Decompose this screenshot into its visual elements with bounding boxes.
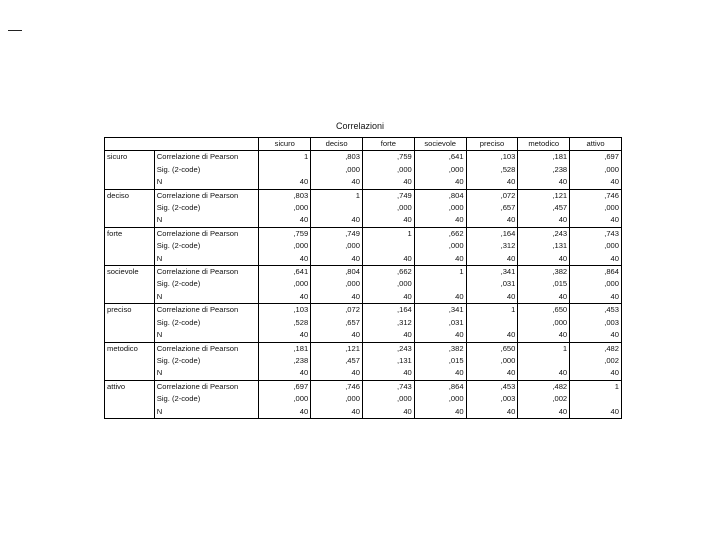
value-cell: ,759: [362, 151, 414, 164]
value-cell: 1: [466, 304, 518, 317]
value-cell: 40: [259, 329, 311, 342]
statistic-label: N: [154, 329, 259, 342]
value-cell: ,164: [466, 227, 518, 240]
value-cell: 40: [570, 406, 622, 419]
value-cell: [311, 202, 363, 214]
value-cell: ,000: [362, 164, 414, 176]
row-variable-label: deciso: [107, 190, 129, 200]
column-header-socievole: socievole: [414, 138, 466, 151]
value-cell: 1: [259, 151, 311, 164]
table-row: [105, 253, 622, 266]
value-cell: 40: [362, 367, 414, 380]
row-variable-label: [105, 406, 155, 419]
value-cell: 40: [362, 214, 414, 227]
value-cell: ,000: [518, 317, 570, 329]
row-variable-label: [105, 329, 155, 342]
row-variable-label: [105, 393, 155, 405]
value-cell: 40: [570, 253, 622, 266]
value-cell: ,657: [311, 317, 363, 329]
value-cell: ,000: [362, 278, 414, 290]
value-cell: ,103: [466, 151, 518, 164]
value-cell: ,662: [362, 266, 414, 279]
value-cell: ,015: [518, 278, 570, 290]
value-cell: ,749: [311, 227, 363, 240]
value-cell: 1: [518, 342, 570, 355]
statistic-label: Correlazione di Pearson: [154, 227, 259, 240]
value-cell: ,000: [311, 164, 363, 176]
value-cell: 40: [311, 253, 363, 266]
value-cell: ,382: [518, 266, 570, 279]
table-row: [105, 355, 622, 367]
value-cell: 40: [466, 329, 518, 342]
value-cell: 40: [414, 253, 466, 266]
statistic-label: Sig. (2-code): [154, 278, 259, 290]
statistic-label: N: [154, 406, 259, 419]
table-title: Correlazioni: [335, 121, 385, 131]
table-row: [105, 189, 622, 202]
table-row: [105, 380, 622, 393]
value-cell: ,000: [259, 278, 311, 290]
value-cell: 40: [259, 176, 311, 189]
row-variable-label: attivo: [107, 381, 126, 391]
column-header-attivo: attivo: [570, 138, 622, 151]
value-cell: ,121: [518, 189, 570, 202]
header-blank-cell: [154, 138, 259, 151]
row-variable-label: forte: [107, 228, 123, 238]
value-cell: 40: [518, 291, 570, 304]
value-cell: 40: [311, 176, 363, 189]
table-body: [105, 151, 622, 419]
statistic-label: Sig. (2-code): [154, 202, 259, 214]
value-cell: ,650: [518, 304, 570, 317]
value-cell: ,000: [311, 393, 363, 405]
value-cell: ,312: [466, 240, 518, 252]
value-cell: ,031: [414, 317, 466, 329]
value-cell: ,641: [259, 266, 311, 279]
table-row: [105, 278, 622, 290]
value-cell: ,164: [362, 304, 414, 317]
value-cell: ,000: [259, 202, 311, 214]
value-cell: ,238: [259, 355, 311, 367]
value-cell: ,103: [259, 304, 311, 317]
statistic-label: Sig. (2-code): [154, 317, 259, 329]
statistic-label: Sig. (2-code): [154, 393, 259, 405]
row-variable-label: [105, 164, 155, 176]
value-cell: 40: [259, 367, 311, 380]
table-row: [105, 176, 622, 189]
value-cell: ,382: [414, 342, 466, 355]
value-cell: 40: [362, 406, 414, 419]
value-cell: 40: [311, 367, 363, 380]
value-cell: ,131: [518, 240, 570, 252]
value-cell: ,000: [466, 355, 518, 367]
row-variable-label: [105, 317, 155, 329]
corner-dash-mark: [8, 30, 22, 31]
value-cell: ,000: [414, 164, 466, 176]
value-cell: ,662: [414, 227, 466, 240]
table-row: [105, 329, 622, 342]
table-row: [105, 202, 622, 214]
value-cell: [414, 278, 466, 290]
value-cell: ,453: [570, 304, 622, 317]
column-header-row: [105, 138, 622, 151]
value-cell: ,072: [466, 189, 518, 202]
value-cell: ,002: [570, 355, 622, 367]
statistic-label: Sig. (2-code): [154, 164, 259, 176]
row-variable-label: [105, 240, 155, 252]
value-cell: ,697: [570, 151, 622, 164]
value-cell: ,528: [466, 164, 518, 176]
table-row: [105, 342, 622, 355]
value-cell: 40: [414, 367, 466, 380]
value-cell: 40: [414, 329, 466, 342]
row-variable-label: [105, 367, 155, 380]
value-cell: ,804: [414, 189, 466, 202]
value-cell: 40: [414, 214, 466, 227]
value-cell: 40: [466, 406, 518, 419]
value-cell: 40: [570, 176, 622, 189]
statistic-label: N: [154, 253, 259, 266]
value-cell: 40: [466, 367, 518, 380]
value-cell: 40: [259, 291, 311, 304]
value-cell: [570, 393, 622, 405]
value-cell: ,000: [362, 202, 414, 214]
value-cell: ,743: [362, 380, 414, 393]
value-cell: [466, 317, 518, 329]
value-cell: 40: [466, 291, 518, 304]
value-cell: 40: [466, 176, 518, 189]
value-cell: ,803: [259, 189, 311, 202]
statistic-label: Correlazione di Pearson: [154, 380, 259, 393]
row-variable-label: [105, 278, 155, 290]
value-cell: ,759: [259, 227, 311, 240]
value-cell: [362, 240, 414, 252]
value-cell: ,181: [259, 342, 311, 355]
value-cell: ,031: [466, 278, 518, 290]
row-variable-label: [105, 291, 155, 304]
table-row: [105, 304, 622, 317]
value-cell: 40: [259, 406, 311, 419]
value-cell: ,746: [311, 380, 363, 393]
value-cell: ,864: [414, 380, 466, 393]
row-variable-label: [105, 355, 155, 367]
value-cell: ,641: [414, 151, 466, 164]
value-cell: 40: [259, 253, 311, 266]
row-variable-label: socievole: [107, 267, 139, 277]
value-cell: 40: [518, 214, 570, 227]
value-cell: ,457: [311, 355, 363, 367]
statistic-label: Correlazione di Pearson: [154, 304, 259, 317]
value-cell: 40: [362, 176, 414, 189]
column-header-preciso: preciso: [466, 138, 518, 151]
statistic-label: N: [154, 367, 259, 380]
value-cell: 40: [311, 329, 363, 342]
value-cell: 1: [362, 227, 414, 240]
value-cell: 1: [570, 380, 622, 393]
value-cell: ,743: [570, 227, 622, 240]
value-cell: 40: [466, 253, 518, 266]
table-row: [105, 317, 622, 329]
value-cell: 40: [311, 291, 363, 304]
table-row: [105, 240, 622, 252]
row-variable-label: metodico: [107, 343, 138, 353]
statistic-label: Sig. (2-code): [154, 240, 259, 252]
table-row: [105, 164, 622, 176]
value-cell: ,457: [518, 202, 570, 214]
value-cell: ,803: [311, 151, 363, 164]
value-cell: ,072: [311, 304, 363, 317]
statistic-label: Correlazione di Pearson: [154, 342, 259, 355]
value-cell: ,000: [570, 240, 622, 252]
value-cell: ,243: [518, 227, 570, 240]
value-cell: ,804: [311, 266, 363, 279]
correlation-table: [104, 137, 622, 419]
value-cell: ,181: [518, 151, 570, 164]
column-header-sicuro: sicuro: [259, 138, 311, 151]
value-cell: ,000: [311, 278, 363, 290]
value-cell: ,453: [466, 380, 518, 393]
table-row: [105, 406, 622, 419]
value-cell: ,341: [466, 266, 518, 279]
value-cell: 40: [518, 406, 570, 419]
value-cell: 40: [311, 214, 363, 227]
value-cell: ,482: [570, 342, 622, 355]
value-cell: 40: [466, 214, 518, 227]
value-cell: ,650: [466, 342, 518, 355]
value-cell: [518, 355, 570, 367]
value-cell: 40: [362, 291, 414, 304]
header-blank-cell: [105, 138, 155, 151]
value-cell: 40: [570, 367, 622, 380]
row-variable-label: preciso: [107, 305, 132, 315]
value-cell: 1: [414, 266, 466, 279]
table-header: [105, 138, 622, 151]
value-cell: ,749: [362, 189, 414, 202]
value-cell: 40: [414, 176, 466, 189]
value-cell: 40: [362, 253, 414, 266]
value-cell: 40: [518, 176, 570, 189]
value-cell: ,000: [570, 278, 622, 290]
value-cell: ,657: [466, 202, 518, 214]
value-cell: ,121: [311, 342, 363, 355]
value-cell: 40: [570, 291, 622, 304]
table-row: [105, 291, 622, 304]
value-cell: ,000: [259, 240, 311, 252]
row-variable-label: sicuro: [107, 152, 128, 162]
value-cell: ,000: [414, 202, 466, 214]
statistic-label: N: [154, 291, 259, 304]
value-cell: ,864: [570, 266, 622, 279]
value-cell: ,000: [311, 240, 363, 252]
table-row: [105, 214, 622, 227]
value-cell: 40: [259, 214, 311, 227]
value-cell: ,482: [518, 380, 570, 393]
value-cell: ,528: [259, 317, 311, 329]
statistic-label: Sig. (2-code): [154, 355, 259, 367]
value-cell: ,697: [259, 380, 311, 393]
row-variable-label: [105, 176, 155, 189]
row-variable-label: [105, 253, 155, 266]
value-cell: 1: [311, 189, 363, 202]
value-cell: 40: [570, 214, 622, 227]
row-variable-label: [105, 214, 155, 227]
value-cell: ,000: [570, 164, 622, 176]
value-cell: ,003: [570, 317, 622, 329]
column-header-deciso: deciso: [311, 138, 363, 151]
statistic-label: N: [154, 214, 259, 227]
value-cell: ,000: [259, 393, 311, 405]
value-cell: 40: [414, 291, 466, 304]
value-cell: ,015: [414, 355, 466, 367]
value-cell: ,131: [362, 355, 414, 367]
value-cell: 40: [362, 329, 414, 342]
value-cell: 40: [518, 253, 570, 266]
table-row: [105, 266, 622, 279]
statistic-label: N: [154, 176, 259, 189]
value-cell: ,000: [414, 393, 466, 405]
value-cell: ,000: [570, 202, 622, 214]
value-cell: ,000: [362, 393, 414, 405]
value-cell: ,312: [362, 317, 414, 329]
table-row: [105, 227, 622, 240]
value-cell: ,243: [362, 342, 414, 355]
column-header-forte: forte: [362, 138, 414, 151]
statistic-label: Correlazione di Pearson: [154, 266, 259, 279]
column-header-metodico: metodico: [518, 138, 570, 151]
value-cell: ,238: [518, 164, 570, 176]
value-cell: ,000: [414, 240, 466, 252]
value-cell: ,746: [570, 189, 622, 202]
value-cell: ,003: [466, 393, 518, 405]
value-cell: 40: [570, 329, 622, 342]
value-cell: 40: [414, 406, 466, 419]
statistic-label: Correlazione di Pearson: [154, 151, 259, 164]
table-row: [105, 151, 622, 164]
value-cell: ,341: [414, 304, 466, 317]
value-cell: 40: [518, 367, 570, 380]
value-cell: 40: [518, 329, 570, 342]
value-cell: [259, 164, 311, 176]
table-row: [105, 367, 622, 380]
value-cell: ,002: [518, 393, 570, 405]
value-cell: 40: [311, 406, 363, 419]
statistic-label: Correlazione di Pearson: [154, 189, 259, 202]
table-row: [105, 393, 622, 405]
row-variable-label: [105, 202, 155, 214]
